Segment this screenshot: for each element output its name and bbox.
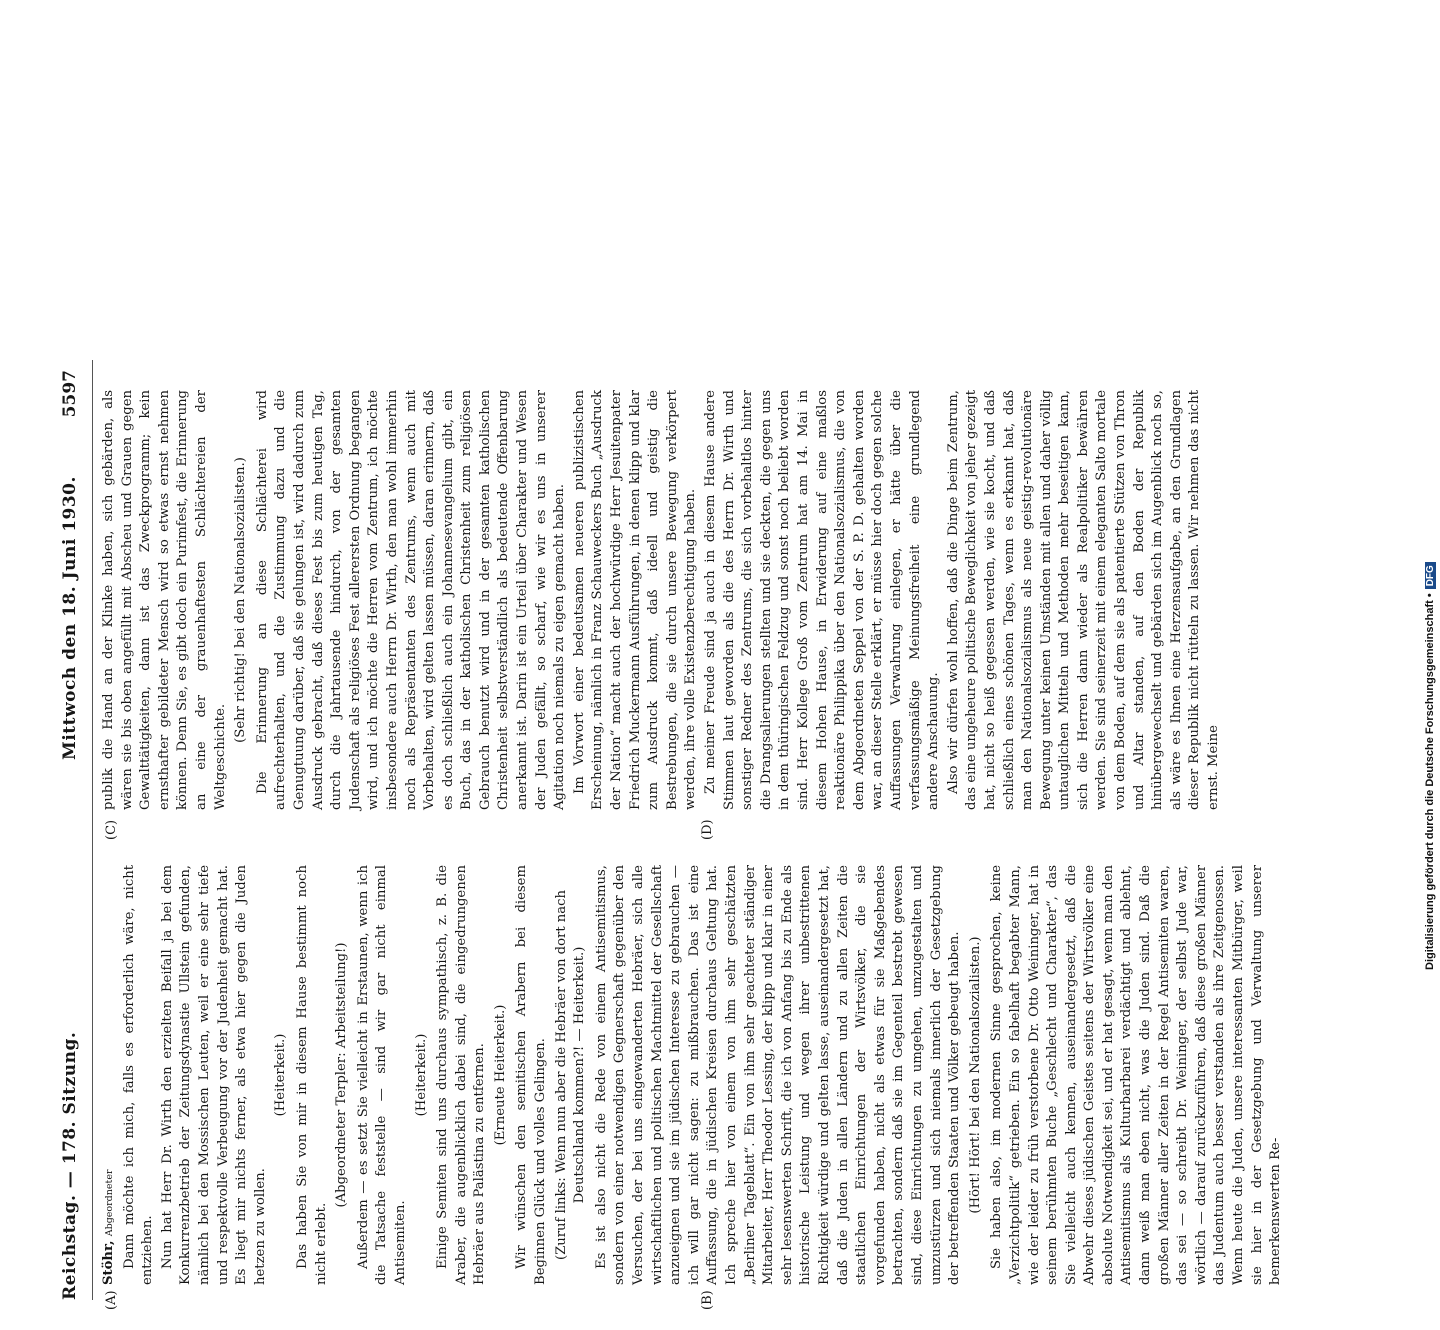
interjection: (Abgeordneter Terpler: Arbeitsteilung!) bbox=[334, 942, 350, 1208]
paragraph: Im Vorwort einer bedeutsamen neueren publizistischen Erscheinung, nämlich in Franz Schauweckers Buch „Ausdruck der Nation“ macht auch der hochwürdige Herr Jesuitenpater Friedrich Muckermann Ausführungen, in denen klipp und klar zum Ausdruck kommt, daß ideell und geistig die Bestrebungen, die sie durch unsere Bewegung verkörpert werden, ihre volle Existenzberechtigung haben. bbox=[571, 390, 699, 810]
paragraph: Es ist also nicht die Rede von einem Antisemitismus, sondern von einer notwendigen Gegnerschaft gegenüber den Versuchen, der bei uns eingewanderten Hebräer, sich alle wirtschaftlichen und politischen Machtmittel der Gesellschaft anzueignen und sie im jüdischen Interesse zu gebrauchen — ich will gar nicht sagen: zu mißbrauchen. Das ist eine Auffassung, die in jüdischen Kreisen durchaus Geltung hat. Ich spreche hier von einem von ihm sehr geschätzten „Berliner Tageblatt“. Ein von ihm sehr geachteter ständiger Mitarbeiter, Herr Theodor Lessing, der klipp und klar in einer sehr lesenswerten Schrift, die ich von Anfang bis zu Ende als historische Leistung und wegen ihrer unbestrittenen Richtigkeit würdige und gelten lasse, auseinandergesetzt hat, daß die Juden in allen Ländern und zu allen Zeiten die staatlichen Einrichtungen der Wirtsvölker, die sie vorgefunden haben, nicht als etwas für sie Maßgebendes betrachten, sondern daß sie im Gegenteil bestrebt gewesen sind, diese Einrichtungen zu umgehen, umzugestalten und umzustürzen und sich niemals innerlich der Gesetzgebung der betreffenden Staaten und Völker gebeugt haben. bbox=[593, 865, 963, 1285]
paragraph: Die Erinnerung an diese Schlächterei wird aufrechterhalten, und die Zustimmung dazu und die Genugtuung darüber, daß sie gelungen ist, wird dadurch zum Ausdruck gebracht, daß dieses Fest bis zum heutigen Tag, durch die Jahrtausende hindurch, von der gesamten Judenschaft als religiöses Fest allerersten Ordnung begangen wird, und ich möchte die Herren vom Zentrum, ich möchte insbesondere auch Herrn Dr. Wirth, den man wohl immerhin noch als Repräsentanten des Zentrums, wenn auch mit Vorbehalten, wird gelten lassen müssen, daran erinnern, daß es doch schließlich auch ein Johannesevangelium gibt, ein Buch, das in der katholischen Christenheit zum religiösen Gebrauch benutzt wird und in der gesamten katholischen Christenheit selbstverständlich als bedeutende Offenbarung anerkannt ist. Darin ist ein Urteil über Charakter und Wesen der Juden gefällt, so scharf, wie wir es uns in unserer Agitation noch niemals zu eigen gemacht haben. bbox=[254, 390, 568, 810]
paragraph: Das haben Sie von mir in diesem Hause bestimmt noch nicht erlebt. bbox=[294, 865, 329, 1285]
paragraph: Zu meiner Freude sind ja auch in diesem Hause andere Stimmen laut geworden als die des Herrn Dr. Wirth und sonstiger Redner des Zentrums, die sich vorbehaltlos hinter die Drangsalierungen stellten und sie deckten, die gegen uns in dem thüringischen Feldzug und sonst noch beliebt worden sind. Herr Kollege Groß vom Zentrum hat am 14. Mai in diesem Hohen Hause, in Erwiderung auf eine maßlos reaktionäre Philippika über den Nationalsozialismus, die von dem Abgeordneten Seppel von der S. P. D. gehalten worden war, an dieser Stelle erklärt, er müsse hier doch gegen solche Auffassungen Verwahrung einlegen, er hätte über die verfassungsmäßige Meinungsfreiheit eine grundlegend andere Anschauung. bbox=[703, 390, 942, 810]
header-date: Mittwoch den 18. Juni 1930. bbox=[60, 476, 80, 760]
left-column bbox=[100, 865, 1300, 1285]
marker-c: (C) bbox=[104, 819, 119, 840]
speaker-note: Abgeordneter bbox=[104, 1169, 115, 1237]
page-number: 5597 bbox=[60, 370, 80, 418]
paragraph: Sie haben also, im modernen Sinne gesprochen, keine „Verzichtpolitik“ getrieben. Ein so fabelhaft begabter Mann, wie der leider zu früh verstorbene Dr. Otto Weininger, hat in seinem berühmten Buche „Geschlecht und Charakter“, das Sie vielleicht auch kennen, auseinandergesetzt, daß die Abwehr dieses jüdischen Geistes seitens der Wirtsvölker eine absolute Notwendigkeit sei, und er hat gesagt, wenn man den Antisemitismus als Kulturbarbarei verdächtigt und ablehnt, dann weiß man eben nicht, was die Juden sind. Daß die großen Männer aller Zeiten in der Regel Antisemiten waren, das sei — so schreibt Dr. Weininger, der selbst Jude war, wörtlich — darauf zurückzuführen, daß diese großen Männer das Judentum auch besser verstanden als ihre Zeitgenossen. Wenn heute die Juden, unsere interessanten Mitbürger, weil sie hier in der Gesetzgebung und Verwaltung unserer bemerkenswerten Re- bbox=[989, 865, 1284, 1285]
interjection: (Heiterkeit.) bbox=[413, 1033, 429, 1117]
paragraph: publik die Hand an der Klinke haben, sich gebärden, als wären sie bis oben angefüllt mit Abscheu und Grauen gegen Gewalttätigkeiten, dann ist das Zweckprogramm; kein ernsthafter gebildeter Mensch wird so etwas ernst nehmen können. Denn Sie, es gibt doch ein Purimfest, die Erinnerung an eine der grauenhaftesten Schlächtereien der Weltgeschichte. bbox=[101, 390, 228, 810]
marker-a: (A) bbox=[104, 1290, 119, 1310]
paragraph: Wir wünschen den semitischen Arabern bei diesem Beginnen Glück und volles Gelingen. bbox=[514, 865, 549, 1285]
interjection: (Hört! Hört! bei den Nationalsozialisten.) bbox=[967, 936, 983, 1214]
newspaper-page bbox=[0, 330, 1330, 1330]
paragraph bbox=[100, 865, 120, 1285]
paragraph: Einige Semiten sind uns durchaus sympathisch, z. B. die Araber, die augenblicklich dabei sind, die eingedrungenen Hebräer aus Palästina zu entfernen. bbox=[435, 865, 488, 1285]
page-header bbox=[60, 360, 88, 1300]
paragraph: Also wir dürfen wohl hoffen, daß die Dinge beim Zentrum, das eine ungeheure politische Beweglichkeit von jeher gezeigt hat, nicht so heiß gegessen werden, wie sie kocht, und daß schließlich eines schönen Tages, wenn es erkannt hat, daß man den Nationalsozialismus als neue geistig-revolutionäre Bewegung unter keinen Umständen mit allen und daher völlig untauglichen Mitteln und Methoden mehr beseitigen kann, sich die Herren dann wieder als Realpolitiker bewähren werden. Sie sind seinerzeit mit einem eleganten Salto mortale von dem Boden, auf dem sie als patentierte Stützen von Thron und Altar standen, auf den Boden der Republik hinübergewechselt und gebärden sich im Augenblick noch so, als wäre es Ihnen eine Herzensaufgabe, an den Grundlagen dieser Republik nicht rütteln zu lassen. Wir nehmen das nicht ernst. Meine bbox=[945, 390, 1222, 810]
speaker-name: Stöhr, bbox=[101, 1240, 116, 1285]
interjection: (Sehr richtig! bei den Nationalsozialisten.) bbox=[233, 457, 249, 743]
header-rule bbox=[92, 360, 93, 1300]
marker-b: (B) bbox=[700, 1290, 715, 1310]
digitization-credit bbox=[1410, 10, 1440, 990]
paragraph: Außerdem — es setzt Sie vielleicht in Erstaunen, wenn ich die Tatsache feststelle — sind wir gar nicht einmal Antisemiten. bbox=[355, 865, 408, 1285]
header-title: Reichstag. — 178. Sitzung. bbox=[60, 1031, 80, 1300]
marker-d: (D) bbox=[700, 819, 715, 840]
interjection: (Zuruf links: Wenn nun aber die Hebräer von dort nach Deutschland kommen?! — Heiterkeit.) bbox=[553, 889, 588, 1261]
credit-text: Digitalisierung gefördert durch die Deutsche Forschungsgemeinschaft • bbox=[1424, 593, 1436, 970]
interjection: (Erneute Heiterkeit.) bbox=[492, 1004, 508, 1146]
right-column bbox=[100, 390, 1300, 810]
paragraph: Dann möchte ich mich, falls es erforderlich wäre, nicht entziehen. bbox=[121, 865, 156, 1285]
dfg-logo: DFG bbox=[1425, 562, 1436, 589]
paragraph: Nun hat Herr Dr. Wirth den erzielten Beifall ja bei dem Konkurrenzbetrieb der Zeitungsdynastie Ullstein gefunden, nämlich bei den Mossischen Leuten, weil er eine sehr tiefe und respektvolle Verbeugung vor der Judenheit gemacht hat. Es liegt mir nichts ferner, als etwa hier gegen die Juden hetzen zu wollen. bbox=[159, 865, 268, 1285]
interjection: (Heiterkeit.) bbox=[273, 1033, 289, 1117]
